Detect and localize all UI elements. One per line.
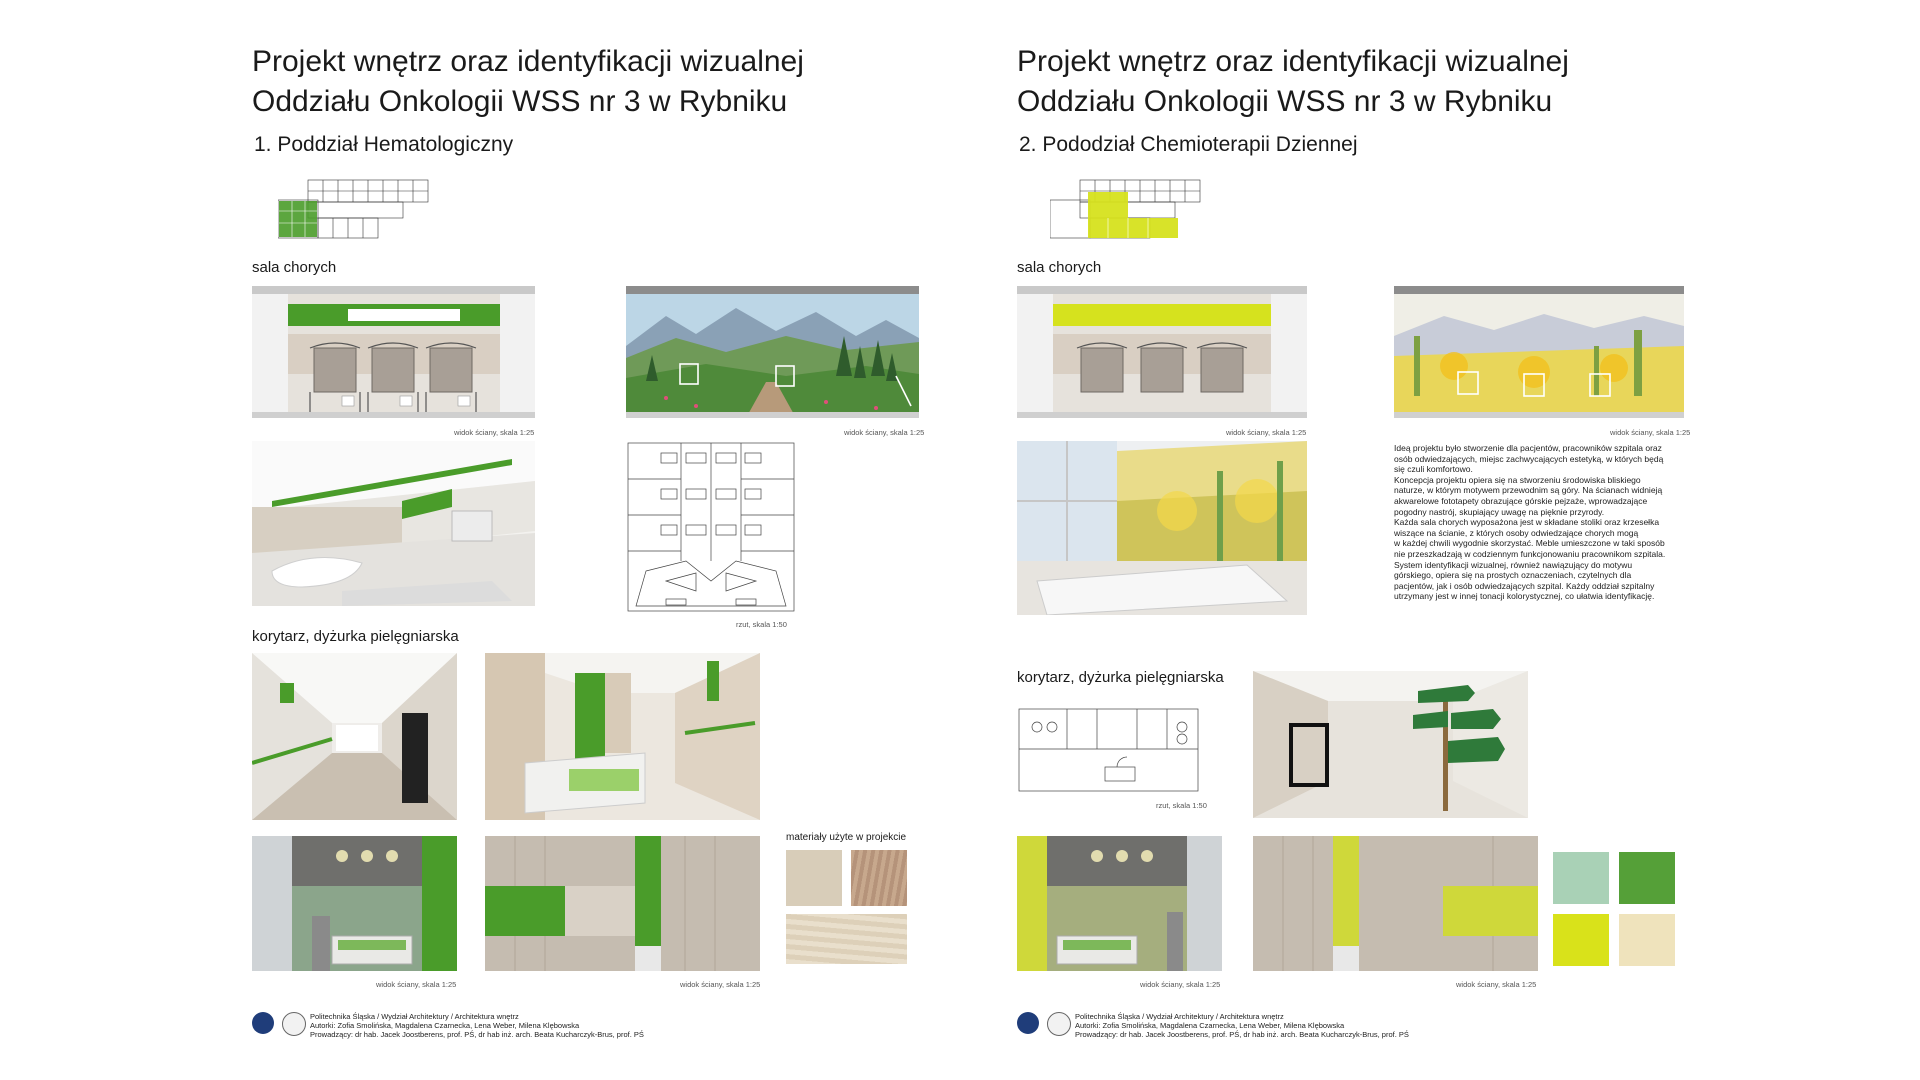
caption-wall-view: widok ściany, skala 1:25 — [376, 980, 457, 989]
ward-wall-elevation-render — [1017, 286, 1307, 418]
ward-mural-landscape-render — [626, 286, 919, 418]
ward-mural-meadow-render — [1394, 286, 1684, 418]
key-plan-diagram — [278, 178, 433, 240]
board-title-line2: Oddziału Onkologii WSS nr 3 w Rybniku — [1017, 85, 1553, 118]
credits-line: Prowadzący: dr hab. Jacek Joostberens, prof. PŚ, dr hab inż. arch. Beata Kucharczyk-Brus, prof. PŚ — [310, 1030, 644, 1039]
ward-floor-plan-drawing — [626, 441, 796, 613]
faculty-logo — [1047, 1012, 1071, 1036]
ward-perspective-render — [1017, 441, 1307, 615]
description-line: osób odwiedzających, miejsc zachwycających estetyką, w których będą — [1394, 453, 1664, 464]
caption-wall-view: widok ściany, skala 1:25 — [454, 428, 535, 437]
key-plan-diagram — [1050, 178, 1205, 240]
caption-floor-plan: rzut, skala 1:50 — [736, 620, 787, 629]
corridor-signage-render — [1253, 671, 1528, 818]
description-line: wiszące na ścianie, z których osoby odwiedzające chorych mogą — [1394, 527, 1639, 538]
credits-line: Politechnika Śląska / Wydział Architektury / Architektura wnętrz — [310, 1012, 519, 1021]
caption-wall-view: widok ściany, skala 1:25 — [1610, 428, 1691, 437]
section-heading-corridor: korytarz, dyżurka pielęgniarska — [252, 628, 459, 645]
description-line: nie przeszkadzają w codziennym funkcjonowaniu pracownikom szpitala. — [1394, 548, 1666, 559]
corridor-floor-plan-drawing — [1017, 707, 1200, 793]
corridor-wall-elevation-render — [1017, 836, 1222, 971]
corridor-wall-elevation-render — [252, 836, 457, 971]
caption-wall-view: widok ściany, skala 1:25 — [1140, 980, 1221, 989]
description-line: akwarelowe fototapety obrazujące górskie pejzaże, wprowadzające — [1394, 495, 1648, 506]
credits-line: Prowadzący: dr hab. Jacek Joostberens, prof. PŚ, dr hab inż. arch. Beata Kucharczyk-Brus, prof. PŚ — [1075, 1030, 1409, 1039]
section-heading-corridor: korytarz, dyżurka pielęgniarska — [1017, 669, 1224, 686]
project-description — [1394, 443, 1694, 602]
nurses-station-wall-elevation-render — [1253, 836, 1538, 971]
description-line: górskiego, opiera się na prostych oznaczeniach, czytelnych dla — [1394, 570, 1632, 581]
description-line: utrzymany jest w innej tonacji kolorystycznej, co ułatwia identyfikację. — [1394, 591, 1655, 602]
material-swatch-wood-dark — [851, 850, 907, 906]
board-title-line2: Oddziału Onkologii WSS nr 3 w Rybniku — [252, 85, 788, 118]
nurses-station-render — [485, 653, 760, 820]
credits-line: Autorki: Zofia Smolińska, Magdalena Czarnecka, Lena Weber, Milena Klębowska — [310, 1021, 580, 1030]
description-line: pogodny nastrój, skupiający uwagę na pięknie przyrody. — [1394, 506, 1605, 517]
description-line: naturze, w którym motywem przewodnim są góry. Na ścianach widnieją — [1394, 485, 1663, 496]
board-chemotherapy — [960, 0, 1920, 1080]
description-line: w każdej chwili wygodnie skorzystać. Meble umieszczone w taki sposób — [1394, 538, 1665, 549]
caption-wall-view: widok ściany, skala 1:25 — [844, 428, 925, 437]
section-heading-ward: sala chorych — [1017, 259, 1102, 276]
caption-floor-plan: rzut, skala 1:50 — [1156, 801, 1207, 810]
caption-wall-view: widok ściany, skala 1:25 — [680, 980, 761, 989]
credits-block — [1075, 1012, 1409, 1039]
ward-perspective-render — [252, 441, 535, 606]
university-logo — [252, 1012, 274, 1034]
credits-line: Politechnika Śląska / Wydział Architektury / Architektura wnętrz — [1075, 1012, 1284, 1021]
description-line: Każda sala chorych wyposażona jest w składane stoliki oraz krzesełka — [1394, 517, 1660, 528]
caption-wall-view: widok ściany, skala 1:25 — [1226, 428, 1307, 437]
ward-wall-elevation-render — [252, 286, 535, 418]
board-subtitle: 1. Poddział Hematologiczny — [254, 133, 514, 156]
corridor-perspective-render — [252, 653, 457, 820]
material-swatch-wood-light — [786, 914, 907, 964]
color-swatch-green — [1619, 852, 1675, 904]
university-logo — [1017, 1012, 1039, 1034]
faculty-logo — [282, 1012, 306, 1036]
description-line: System identyfikacji wizualnej, również nawiązujący do motywu — [1394, 559, 1633, 570]
board-title-line1: Projekt wnętrz oraz identyfikacji wizualnej — [252, 45, 804, 78]
description-line: Ideą projektu było stworzenie dla pacjentów, pracowników szpitala oraz — [1394, 443, 1662, 453]
section-heading-ward: sala chorych — [252, 259, 337, 276]
description-line: pacjentów, jak i osób odwiedzających szpital. Każdy oddział szpitalny — [1394, 580, 1655, 591]
color-swatch-cream — [1619, 914, 1675, 966]
credits-line: Autorki: Zofia Smolińska, Magdalena Czarnecka, Lena Weber, Milena Klębowska — [1075, 1021, 1345, 1030]
material-swatch-linen — [786, 850, 842, 906]
caption-wall-view: widok ściany, skala 1:25 — [1456, 980, 1537, 989]
nurses-station-wall-elevation-render — [485, 836, 760, 971]
board-subtitle: 2. Pododział Chemioterapii Dziennej — [1019, 133, 1358, 156]
description-line: się czuli komfortowo. — [1394, 464, 1473, 475]
description-line: Koncepcja projektu opiera się na stworzeniu środowiska bliskiego — [1394, 474, 1641, 485]
materials-heading: materiały użyte w projekcie — [786, 832, 907, 843]
color-swatch-mint — [1553, 852, 1609, 904]
board-title-line1: Projekt wnętrz oraz identyfikacji wizualnej — [1017, 45, 1569, 78]
color-swatch-lime — [1553, 914, 1609, 966]
credits-block — [310, 1012, 644, 1039]
